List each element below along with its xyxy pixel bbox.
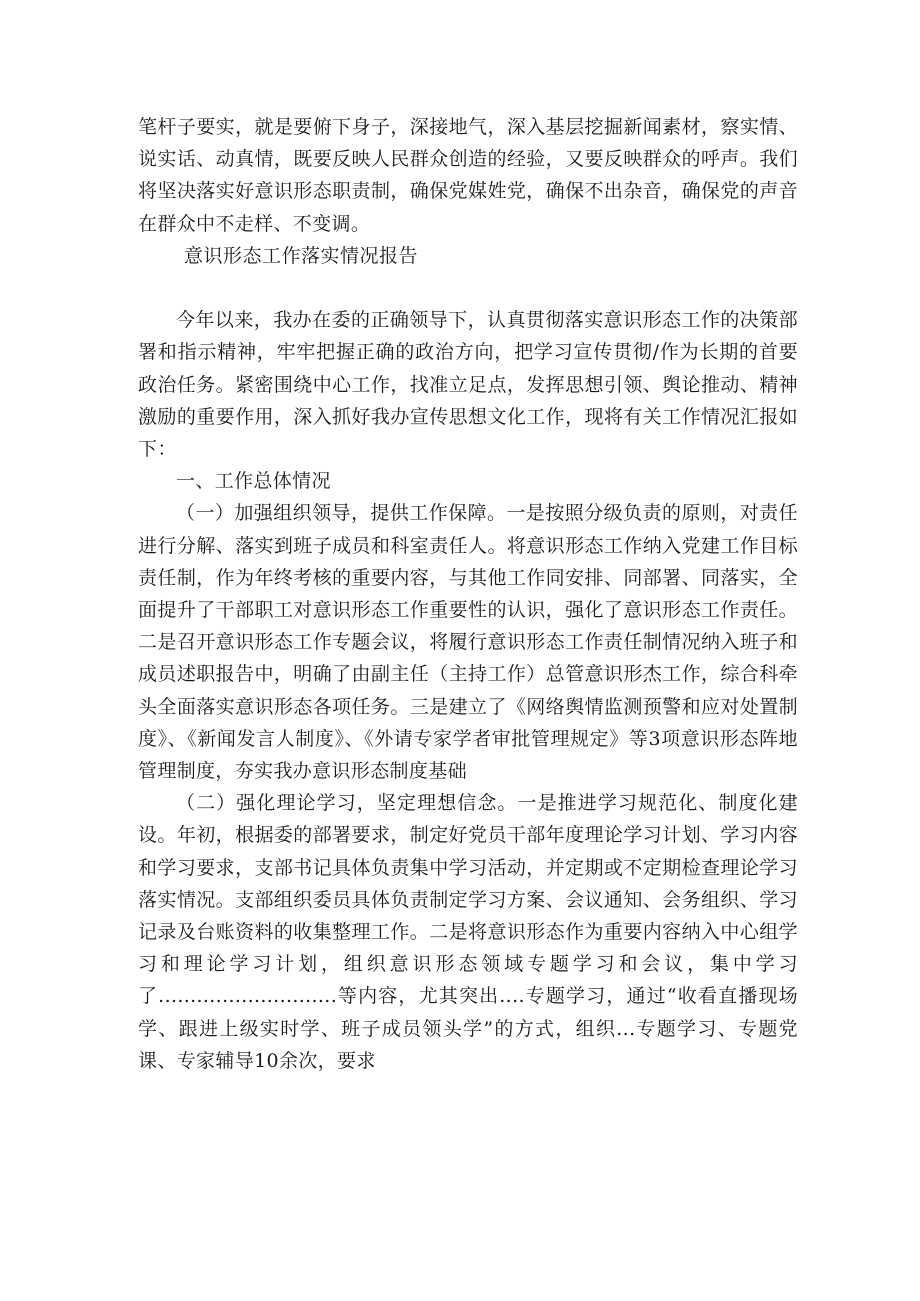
paragraph-intro: 今年以来，我办在委的正确领导下，认真贯彻落实意识形态工作的决策部署和指示精神，牢牢把握正确的政治方向，把学习宣传贯彻/作为长期的首要政治任务。紧密围绕中心工作，找准立足点，发挥思想引领、舆论推动、精神激励的重要作用，深入抓好我办宣传思想文化工作，现将有关工作情况汇报如下： <box>138 309 798 461</box>
paragraph-organization: （一）加强组织领导，提供工作保障。一是按照分级负责的原则，对责任进行分解、落实到班子成员和科室责任人。将意识形态工作纳入党建工作目标责任制，作为年终考核的重要内容，与其他工作同安排、同部署、同落实，全面提升了干部职工对意识形态工作重要性的认识，强化了意识形态工作责任。二是召开意识形态工作专题会议，将履行意识形态工作责任制情况纳入班子和成员述职报告中，明确了由副主任（主持工作）总管意识形杰工作，综合科牵头全面落实意识形态各项任务。三是建立了《网络舆情监测预警和应对处置制度》、《新闻发言人制度》、《外请专家学者审批管理规定》等3项意识形态阵地管理制度，夯实我办意识形态制度基础 <box>138 502 798 783</box>
paragraph-continuation: 笔杆子要实，就是要俯下身子，深接地气，深入基层挖掘新闻素材，察实情、说实话、动真情，既要反映人民群众创造的经验，又要反映群众的呼声。我们将坚决落实好意识形态职责制，确保党媒姓党，确保不出杂音，确保党的声音在群众中不走样、不变调。 <box>138 116 798 235</box>
document-body <box>138 111 798 1077</box>
blank-line <box>138 272 798 304</box>
paragraph-theory-study: （二）强化理论学习，坚定理想信念。一是推进学习规范化、制度化建设。年初，根据委的部署要求，制定好党员干部年度理论学习计划、学习内容和学习要求，支部书记具体负责集中学习活动，并定期或不定期检查理论学习落实情况。支部组织委员具体负责制定学习方案、会议通知、会务组织、学习记录及台账资料的收集整理工作。二是将意识形态作为重要内容纳入中心组学习和理论学习计划，组织意识形态领域专题学习和会议，集中学习了............................等内容，尤其突出....专题学习，通过“收看直播现场学、跟进上级实时学、班子成员领头学”的方式，组织...专题学习、专题党课、专家辅导10余次，要求 <box>138 792 798 1072</box>
report-title: 意识形态工作落实情况报告 <box>184 244 419 267</box>
section-heading: 一、工作总体情况 <box>176 470 331 493</box>
